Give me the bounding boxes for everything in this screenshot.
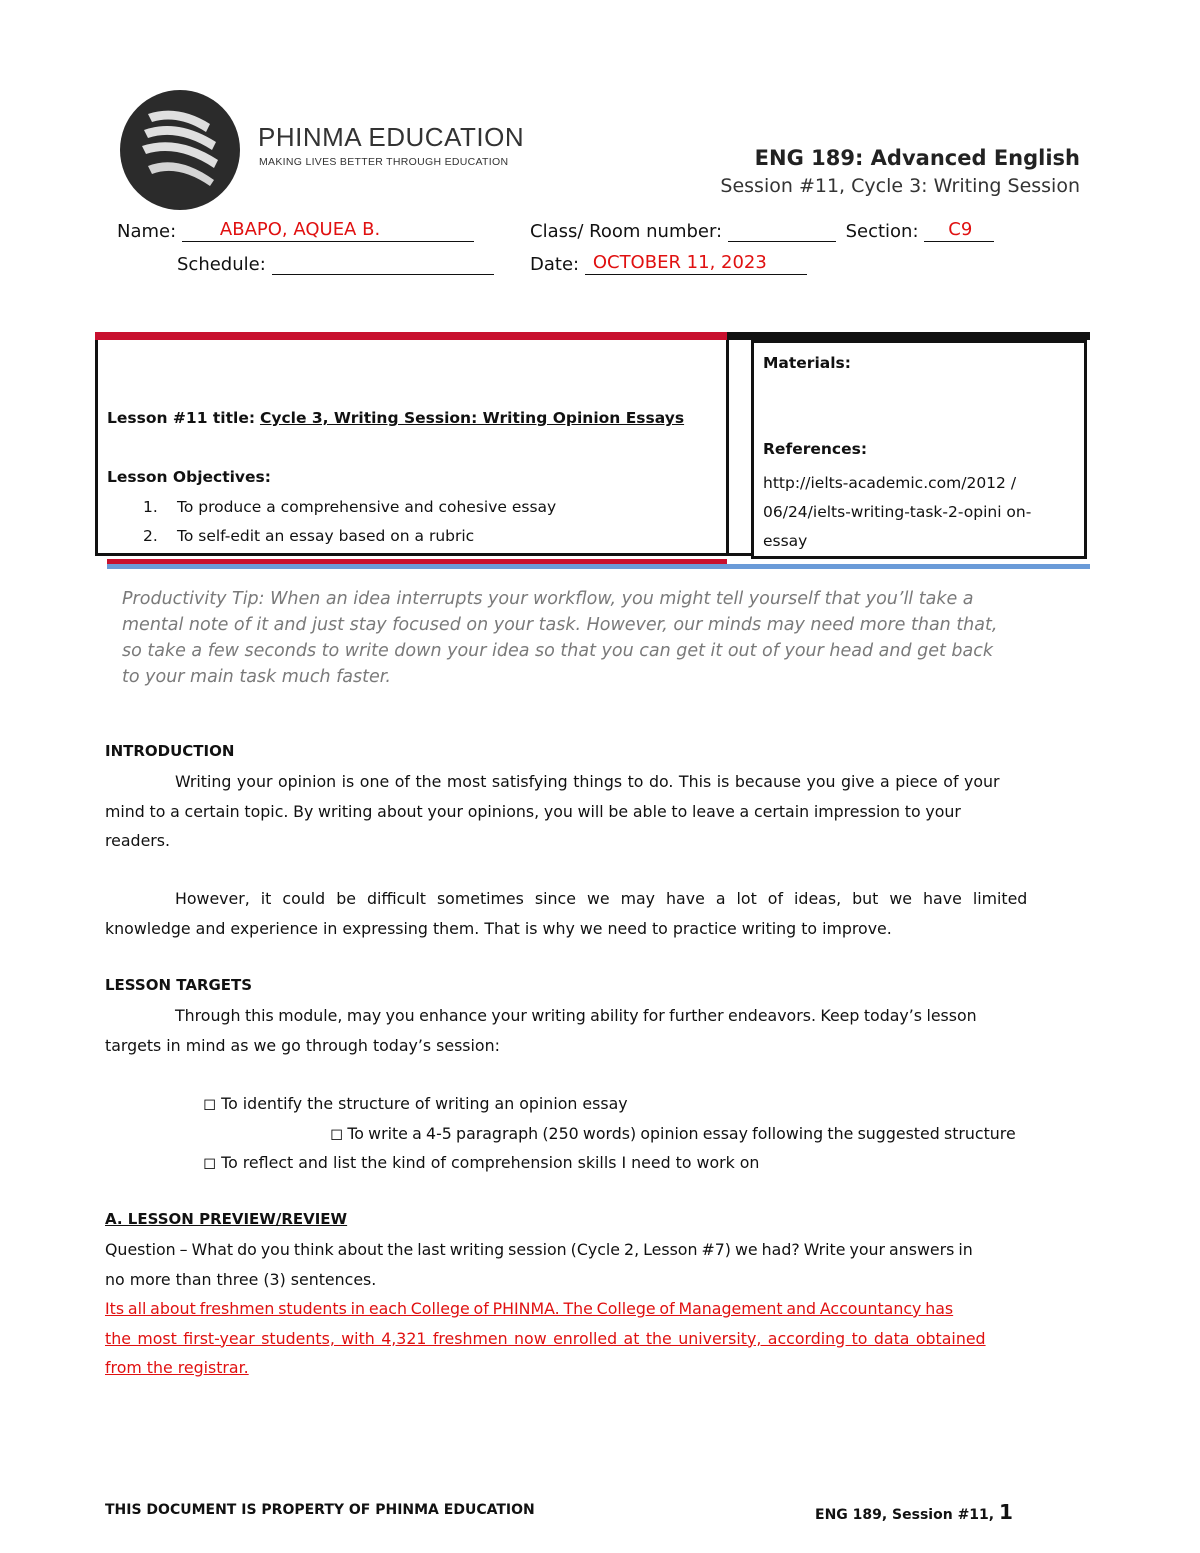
logo (118, 84, 538, 214)
references-link[interactable] (763, 469, 1031, 556)
section-value: C9 (948, 219, 973, 240)
preview-question (105, 1235, 1093, 1294)
black-top-bar (727, 332, 1090, 340)
text-line: However, it could be difficult sometimes since we may have a lot of ideas, but we have limited (175, 889, 1028, 908)
answer-line: the most first-year students, with 4,321 freshmen now enrolled at the university, according to data obtained (105, 1328, 986, 1348)
lesson-left-panel (95, 340, 726, 556)
course-title: ENG 189: Advanced English (754, 146, 1080, 170)
text-line: readers. (105, 831, 171, 850)
schedule-row (177, 252, 494, 275)
column-divider (726, 340, 754, 556)
blue-bottom-bar (107, 564, 1090, 569)
schedule-label: Schedule: (177, 254, 266, 275)
lesson-title-label: Lesson #11 title: (107, 409, 256, 427)
objective-text: To self-edit an essay based on a rubric (177, 527, 475, 545)
intro-paragraph-1 (105, 767, 1093, 856)
references-label: References: (763, 440, 868, 458)
objectives-label: Lesson Objectives: (107, 468, 271, 486)
text-line: mind to a certain topic. By writing about your opinions, you will be able to leave a certain impression to your (105, 801, 961, 821)
text-line: knowledge and experience in expressing them. That is why we need to practice writing to improve. (105, 918, 892, 938)
section-field[interactable] (924, 219, 994, 242)
phinma-logo-icon (118, 84, 248, 214)
date-field[interactable] (585, 252, 807, 275)
page-number: 1 (998, 1500, 1013, 1524)
class-row (530, 219, 994, 242)
footer-session: ENG 189, Session #11, (815, 1507, 995, 1523)
tip-line: mental note of it and just stay focused on your task. However, our minds may need more than that, (122, 615, 998, 635)
text-line: Question – What do you think about the last writing session (Cycle 2, Lesson #7) we had? Write your answers in (105, 1240, 973, 1259)
target-item-3[interactable]: ◻ To reflect and list the kind of comprehension skills I need to work on (203, 1153, 760, 1172)
red-top-bar (95, 332, 727, 340)
name-value: ABAPO, AQUEA B. (219, 219, 381, 240)
name-label: Name: (117, 221, 177, 242)
lesson-title (107, 409, 684, 427)
reference-line: http://ielts-academic.com/2012 / (763, 474, 1017, 492)
name-row (117, 219, 474, 242)
productivity-tip (122, 586, 1082, 690)
logo-tagline: MAKING LIVES BETTER THROUGH EDUCATION (259, 156, 509, 168)
text-line: Through this module, may you enhance your writing ability for further endeavors. Keep today’s lesson (175, 1006, 977, 1025)
schedule-field[interactable] (272, 252, 494, 275)
objective-num: 2. (143, 527, 158, 545)
objective-num: 1. (143, 498, 158, 516)
tip-line: Productivity Tip: When an idea interrupts your workflow, you might tell yourself that you’ll take a (122, 589, 974, 609)
date-row (530, 252, 807, 275)
class-label: Class/ Room number: (530, 221, 723, 242)
footer-left: THIS DOCUMENT IS PROPERTY OF PHINMA EDUCATION (105, 1502, 535, 1518)
date-value: OCTOBER 11, 2023 (592, 252, 767, 273)
reference-line: 06/24/ielts-writing-task-2-opini on- (763, 503, 1032, 521)
lesson-box (95, 332, 1090, 572)
tip-line: to your main task much faster. (122, 667, 391, 687)
intro-heading: INTRODUCTION (105, 742, 235, 760)
class-field[interactable] (728, 219, 836, 242)
materials-label: Materials: (763, 354, 851, 372)
target-item-2[interactable]: ◻ To write a 4-5 paragraph (250 words) opinion essay following the suggested structure (330, 1124, 1016, 1143)
text-line: targets in mind as we go through today’s session: (105, 1035, 500, 1055)
section-label: Section: (845, 221, 919, 242)
answer-line: from the registrar. (105, 1358, 249, 1377)
lesson-title-value: Cycle 3, Writing Session: Writing Opinion Essays (259, 409, 685, 427)
target-item-1[interactable]: ◻ To identify the structure of writing an opinion essay (203, 1094, 628, 1113)
answer-line: Its all about freshmen students in each College of PHINMA. The College of Management and Accountancy has (105, 1299, 954, 1318)
objective-item (143, 527, 474, 545)
date-label: Date: (530, 254, 580, 275)
footer-right (815, 1500, 1013, 1524)
intro-paragraph-2 (105, 884, 1093, 943)
text-line: Writing your opinion is one of the most satisfying things to do. This is because you give a piece of your (175, 772, 1000, 791)
logo-name: PHINMA EDUCATION (258, 122, 525, 152)
text-line: no more than three (3) sentences. (105, 1269, 377, 1289)
objective-item (143, 498, 556, 516)
tip-line: so take a few seconds to write down your idea so that you can get it out of your head and get back (122, 641, 994, 661)
session-title: Session #11, Cycle 3: Writing Session (720, 175, 1080, 197)
reference-line: essay (763, 532, 808, 550)
preview-answer (105, 1294, 1093, 1383)
name-field[interactable] (182, 219, 474, 242)
objective-text: To produce a comprehensive and cohesive essay (177, 498, 557, 516)
targets-heading: LESSON TARGETS (105, 976, 253, 994)
preview-heading: A. LESSON PREVIEW/REVIEW (105, 1210, 348, 1228)
targets-paragraph (105, 1001, 1093, 1060)
